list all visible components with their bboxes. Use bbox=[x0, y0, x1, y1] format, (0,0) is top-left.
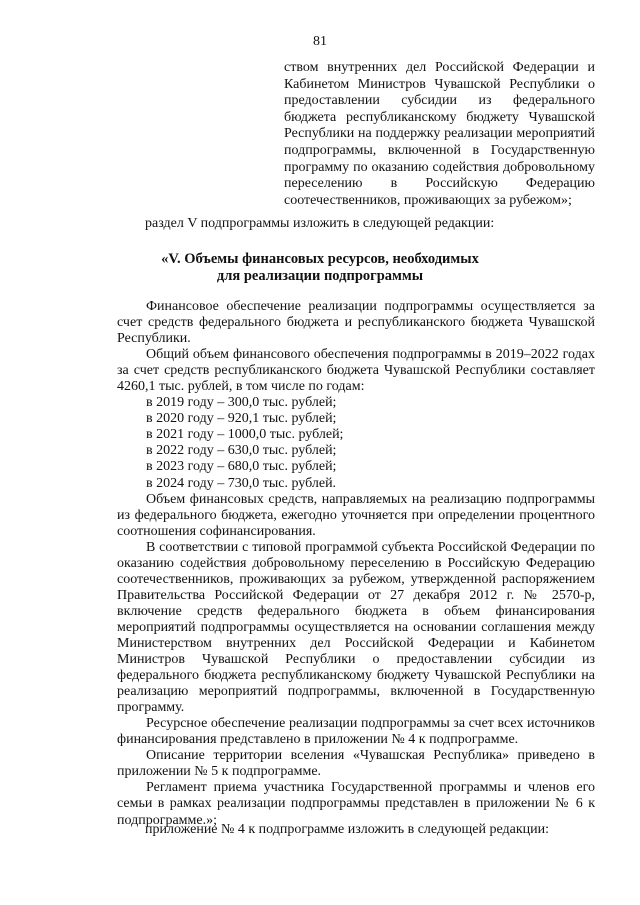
year-amount-item: в 2021 году – 1000,0 тыс. рублей; bbox=[146, 427, 344, 443]
closing-intro: приложение № 4 к подпрограмме изложить в следующей редакции: bbox=[145, 822, 550, 837]
year-amount-item: в 2019 году – 300,0 тыс. рублей; bbox=[146, 395, 337, 411]
year-amount-item: в 2022 году – 630,0 тыс. рублей; bbox=[146, 443, 337, 459]
section-heading bbox=[0, 251, 640, 284]
page-number: 81 bbox=[313, 34, 327, 49]
paragraph-resource-support: Ресурсное обеспечение реализации подпрограммы за счет всех источников финансирования представлено в приложении № 4 к подпрограмме. bbox=[117, 716, 595, 748]
heading-line-1: «V. Объемы финансовых ресурсов, необходимых bbox=[161, 251, 479, 267]
paragraph-territory-description: Описание территории вселения «Чувашская Республика» приведено в приложении № 5 к подпрограмме. bbox=[117, 748, 595, 780]
section-body bbox=[117, 299, 595, 829]
quote-continuation-block bbox=[284, 60, 595, 209]
yearly-amounts-list bbox=[117, 395, 595, 491]
year-amount-item: в 2024 году – 730,0 тыс. рублей. bbox=[146, 475, 337, 491]
heading-line-2: для реализации подпрограммы bbox=[216, 267, 424, 284]
paragraph-admission-regulation: Регламент приема участника Государственной программы и членов его семьи в рамках реализации подпрограммы представлен в приложении № 6 к подпрограмме.»; bbox=[117, 780, 595, 828]
paragraph-typical-program: В соответствии с типовой программой субъекта Российской Федерации по оказанию содействия добровольному переселению в Российскую Федерацию соотечественников, проживающих за рубежом, утвержденной распоряжением Правительства Российской Федерации от 27 декабря 2012 г. № 2570-р, включение средств федерального бюджета в объем финансирования мероприятий подпрограммы осуществляется на основании соглашения между Министерством внутренних дел Российской Федерации и Кабинетом Министров Чувашской Республики о предоставлении субсидии из федерального бюджета республиканскому бюджету Чувашской Республики на реализацию мероприятий подпрограммы, включенной в Государственную программу. bbox=[117, 539, 595, 716]
paragraph-financing-sources: Финансовое обеспечение реализации подпрограммы осуществляется за счет средств федерального бюджета и республиканского бюджета Чувашской Республики. bbox=[117, 299, 595, 347]
paragraph-total-volume: Общий объем финансового обеспечения подпрограммы в 2019–2022 годах за счет средств республиканского бюджета Чувашской Республики составляет 4260,1 тыс. рублей, в том числе по годам: bbox=[117, 347, 595, 395]
year-amount-item: в 2023 году – 680,0 тыс. рублей; bbox=[146, 459, 337, 475]
paragraph-federal-volume: Объем финансовых средств, направляемых на реализацию подпрограммы из федерального бюджета, ежегодно уточняется при определении процентного соотношения софинансирования. bbox=[117, 491, 595, 539]
year-amount-item: в 2020 году – 920,1 тыс. рублей; bbox=[146, 411, 337, 427]
section-intro: раздел V подпрограммы изложить в следующей редакции: bbox=[145, 216, 495, 231]
quote-continuation-text: ством внутренних дел Российской Федерации и Кабинетом Министров Чувашской Республики о предоставлении субсидии из федерального бюджета республиканскому бюджету Чувашской Республики на поддержку реализации мероприятий подпрограммы, включенной в Государственную программу по оказанию содействия добровольному переселению в Российскую Федерацию соотечественников, проживающих за рубежом»; bbox=[284, 60, 595, 208]
